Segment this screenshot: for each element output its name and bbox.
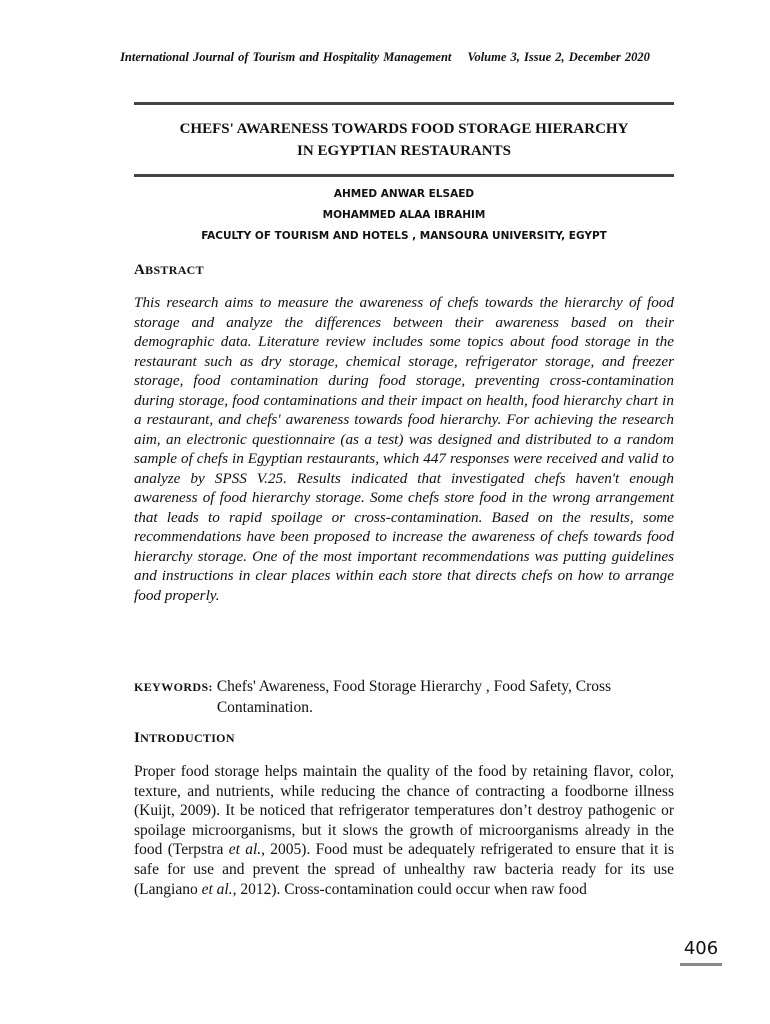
- title-rule-bottom: [134, 174, 674, 177]
- paper-title: [134, 118, 674, 162]
- page-number-rule: [680, 963, 722, 966]
- title-line-2: IN EGYPTIAN RESTAURANTS: [297, 143, 511, 159]
- title-rule-top: [134, 102, 674, 105]
- author-name-2: MOHAMMED ALAA IBRAHIM: [322, 209, 486, 221]
- journal-name: International Journal of Tourism and Hospitality Management: [120, 50, 452, 64]
- title-line-1: CHEFS' AWARENESS TOWARDS FOOD STORAGE HIERARCHY: [179, 121, 629, 137]
- running-header: [0, 50, 770, 65]
- keywords-text: Chefs' Awareness, Food Storage Hierarchy , Food Safety, Cross Contamination.: [216, 678, 612, 716]
- page-number: 406: [683, 938, 719, 959]
- author-block: [134, 184, 674, 247]
- introduction-text: Proper food storage helps maintain the quality of the food by retaining flavor, color, texture, and nutrients, while reducing the chance of contracting a foodborne illness (Kuijt, 2009). It be noticed that refrigerator temperatures don’t destroy pathogenic or spoilage microorganisms, but it slows the growth of microorganisms already in the food (Terpstra et al., 2005). Food must be adequately refrigerated to ensure that it is safe for use and prevent the spread of unhealthy raw bacteria ready for its use (Langiano et al., 2012). Cross-contamination could occur when raw food: [134, 763, 675, 898]
- author-name-1: AHMED ANWAR ELSAED: [333, 188, 475, 200]
- introduction-heading: INTRODUCTION: [134, 730, 235, 746]
- author-affiliation: FACULTY OF TOURISM AND HOTELS , MANSOURA UNIVERSITY, EGYPT: [201, 230, 607, 242]
- keywords-label: KEYWORDS:: [134, 680, 213, 694]
- keywords: [134, 676, 674, 718]
- journal-volume: Volume 3, Issue 2, December 2020: [467, 50, 650, 64]
- abstract-heading: ABSTRACT: [134, 262, 204, 278]
- abstract-text: This research aims to measure the awareness of chefs towards the hierarchy of food storage and analyze the differences between their awareness based on their demographic data. Literature review includes some topics about food storage in the restaurant such as dry storage, chemical storage, refrigerator storage, and freezer storage, food contamination during food storage, preventing cross-contamination during storage, food contaminations and their impact on health, food hierarchy chart in a restaurant, and chefs' awareness towards food hierarchy. For achieving the research aim, an electronic questionnaire (as a test) was designed and distributed to a random sample of chefs in Egyptian restaurants, which 447 responses were received and valid to analyze by SPSS V.25. Results indicated that investigated chefs haven't enough awareness of food hierarchy storage. Some chefs store food in the wrong arrangement that leads to rapid spoilage or cross-contamination. Based on the results, some recommendations have been proposed to increase the awareness of chefs towards food hierarchy storage. One of the most important recommendations was putting guidelines and instructions in clear places within each store that directs chefs on how to arrange food properly.: [134, 294, 674, 604]
